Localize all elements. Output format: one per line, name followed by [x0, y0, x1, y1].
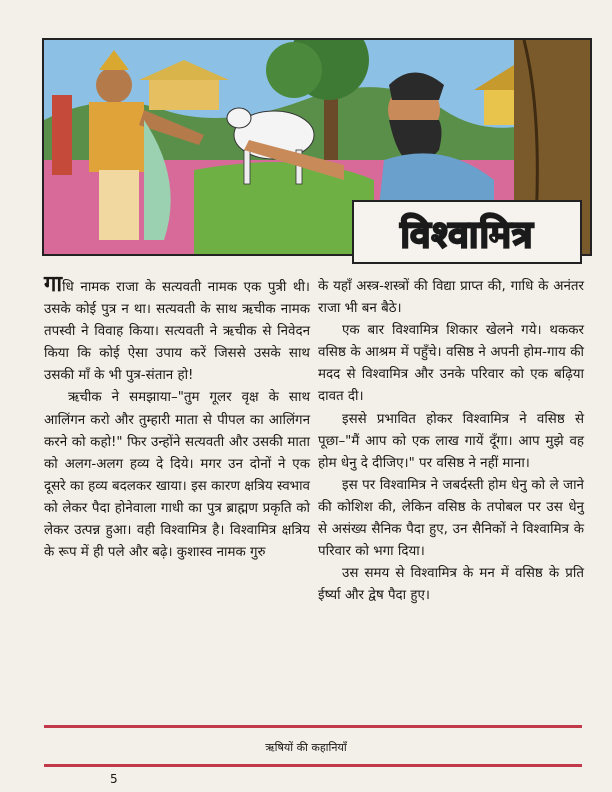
- paragraph: इस पर विश्वामित्र ने जबर्दस्ती होम धेनु को ले जाने की कोशिश की, लेकिन वसिष्ठ के तपोबल पर उस धेनु से असंख्य सैनिक पैदा हुए, उन सैनिकों ने विश्वामित्र के परिवार को भगा दिया।: [318, 477, 584, 560]
- series-title: ऋषियों की कहानियाँ: [265, 741, 347, 754]
- page-number: 5: [110, 772, 118, 786]
- paragraph: ऋचीक ने समझाया–"तुम गूलर वृक्ष के साथ आलिंगन करो और तुम्हारी माता से पीपल का आलिंगन करने को कहो!" फिर उन्होंने सत्यवती और उसकी माता को अलग-अलग हव्य दे दिये। मगर उन दोनों ने एक दूसरे का हव्य बदलकर खाया। इस कारण क्षत्रिय स्वभाव को लेकर पैदा होनेवाला गाधी का पुत्र ब्राह्मण प्रकृति को लेकर उत्पन्न हुआ। वही विश्वामित्र है। विश्वामित्र क्षत्रिय के रूप में ही पले और बढ़े। कुशास्व नामक गुरु: [44, 390, 310, 561]
- paragraph: उस समय से विश्वामित्र के मन में वसिष्ठ के प्रति ईर्ष्या और द्वेष पैदा हुए।: [318, 566, 584, 604]
- paragraph: इससे प्रभावित होकर विश्वामित्र ने वसिष्ठ से पूछा–"मैं आप को एक लाख गायें दूँगा। आप मुझे वह होम धेनु दे दीजिए।" पर वसिष्ठ ने नहीं माना।: [318, 411, 584, 471]
- text-column-left: [44, 272, 310, 564]
- paragraph: एक बार विश्वामित्र शिकार खेलने गये। थककर वसिष्ठ के आश्रम में पहुँचे। वसिष्ठ ने अपनी होम-गाय की मदद से विश्वामित्र और उनके परिवार को एक बढ़िया दावत दी।: [318, 323, 584, 405]
- footer-rule-bottom: [44, 764, 582, 767]
- story-title: विश्वामित्र: [400, 212, 534, 256]
- paragraph: के यहाँ अस्त्र-शस्त्रों की विद्या प्राप्त की, गाधि के अनंतर राजा भी बन बैठे।: [318, 279, 584, 317]
- title-box: [352, 200, 582, 264]
- text-column-right: [318, 276, 584, 607]
- paragraph: गाधि नामक राजा के सत्यवती नामक एक पुत्री थी। उसके कोई पुत्र न था। सत्यवती के साथ ऋचीक नामक तपस्वी ने विवाह किया। सत्यवती ने ऋचीक से निवेदन किया कि कोई ऐसा उपाय करें जिससे उसके साथ उसकी माँ के भी पुत्र-संतान हो!: [44, 272, 310, 384]
- footer-rule-top: [44, 725, 582, 728]
- drop-cap: गा: [44, 272, 63, 297]
